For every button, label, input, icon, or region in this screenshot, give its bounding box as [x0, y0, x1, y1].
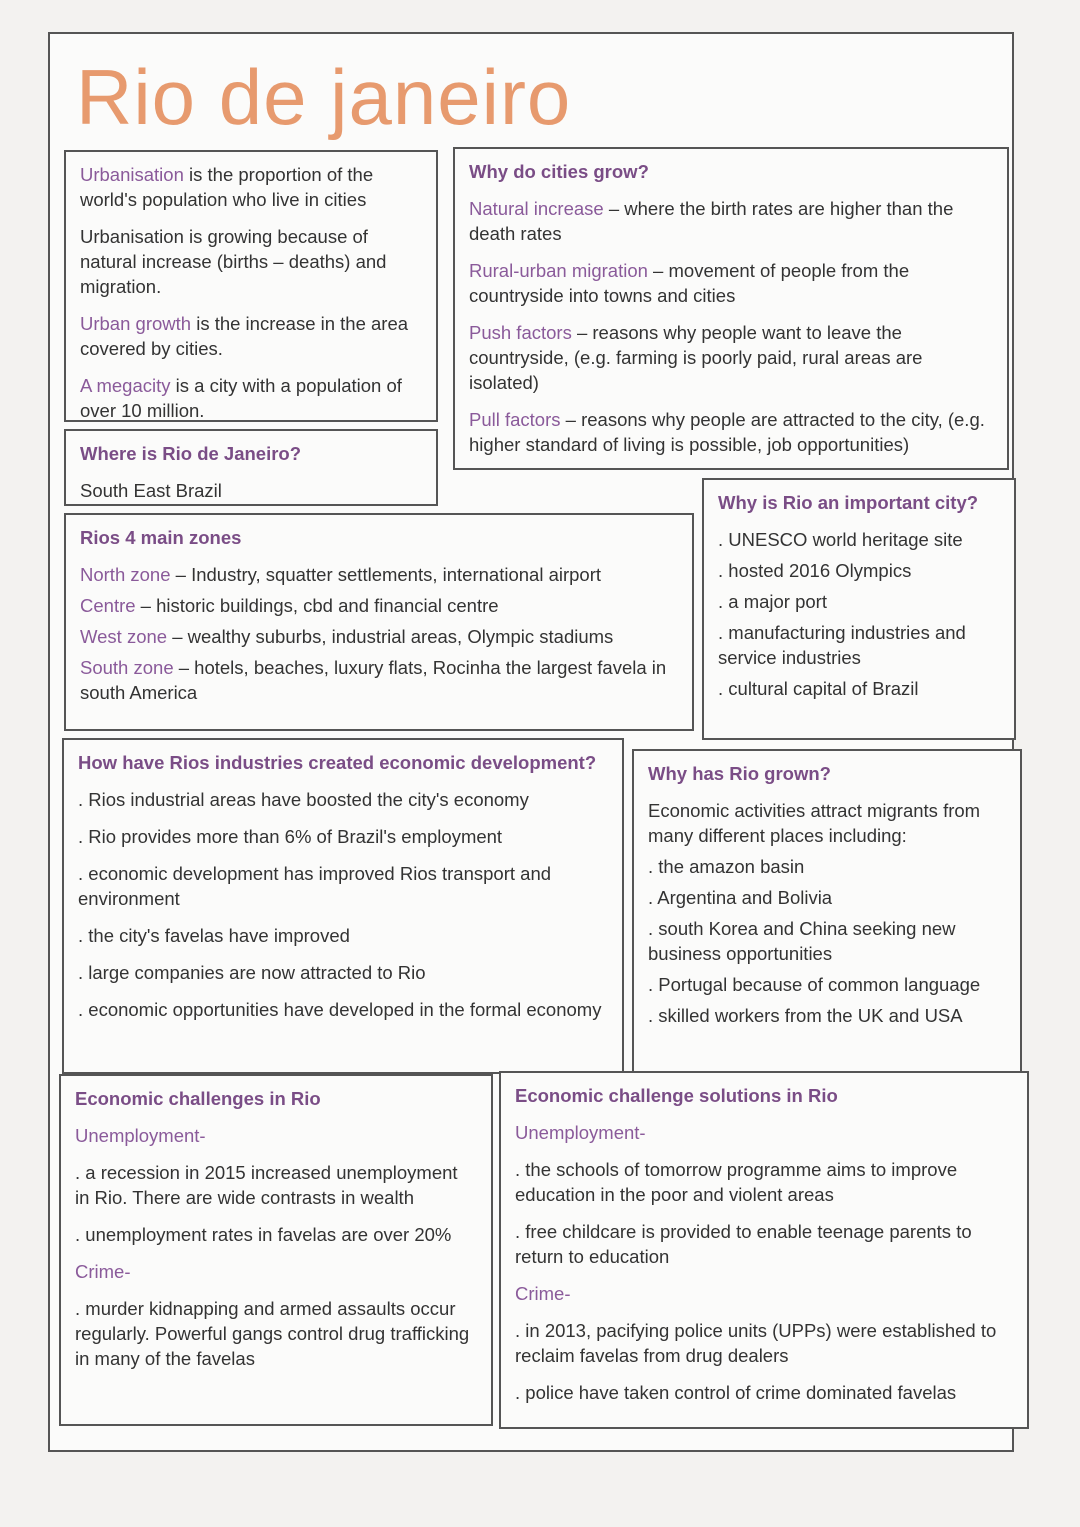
challenges-subheading-crime: Crime- [75, 1261, 131, 1282]
zones-heading: Rios 4 main zones [80, 527, 242, 548]
grown-item: . Portugal because of common language [648, 974, 981, 995]
why-grow-item [469, 258, 993, 308]
industries-item: . large companies are now attracted to Rio [78, 962, 426, 983]
grown-item: . the amazon basin [648, 856, 805, 877]
why-grow-item [469, 320, 993, 395]
zone-text: – Industry, squatter settlements, international airport [170, 564, 602, 585]
definition-text: is a city with a population of over 10 million. [80, 375, 402, 421]
grown-item: . south Korea and China seeking new business opportunities [648, 918, 956, 964]
definition-term: A megacity [80, 375, 171, 396]
zone-text: – hotels, beaches, luxury flats, Rocinha the largest favela in south America [80, 657, 667, 703]
important-item: . cultural capital of Brazil [718, 678, 919, 699]
why-grow-term: Pull factors [469, 409, 561, 430]
grown-heading: Why has Rio grown? [648, 763, 831, 784]
challenges-item: . a recession in 2015 increased unemployment in Rio. There are wide contrasts in wealth [75, 1162, 458, 1208]
why-grow-text: – reasons why people want to leave the countryside, (e.g. farming is poorly paid, rural areas are isolated) [469, 322, 923, 393]
zone-text: – wealthy suburbs, industrial areas, Olympic stadiums [167, 626, 614, 647]
page-title: Rio de janeiro [76, 53, 572, 141]
definition-term: Urban growth [80, 313, 192, 334]
zone-term: South zone [80, 657, 174, 678]
why-grow-item [469, 196, 993, 246]
why-grow-text: – movement of people from the countryside into towns and cities [469, 260, 910, 306]
zone-item [80, 593, 678, 618]
challenges-item: . murder kidnapping and armed assaults occur regularly. Powerful gangs control drug trafficking in many of the favelas [75, 1298, 470, 1369]
challenges-subheading-unemployment: Unemployment- [75, 1125, 206, 1146]
why-grow-box [453, 147, 1009, 470]
industries-item: . economic opportunities have developed in the formal economy [78, 999, 602, 1020]
solutions-subheading-unemployment: Unemployment- [515, 1122, 646, 1143]
where-answer: South East Brazil [80, 480, 222, 501]
zone-term: North zone [80, 564, 171, 585]
grown-box [632, 749, 1022, 1074]
where-box [64, 429, 438, 506]
zone-item [80, 562, 678, 587]
zone-term: Centre [80, 595, 136, 616]
definition-megacity [80, 373, 422, 423]
why-grow-item [469, 407, 993, 457]
industries-item: . Rios industrial areas have boosted the city's economy [78, 789, 529, 810]
industries-item: . the city's favelas have improved [78, 925, 350, 946]
definition-urban-growth [80, 311, 422, 361]
zones-box [64, 513, 694, 731]
zone-item [80, 624, 678, 649]
important-item: . UNESCO world heritage site [718, 529, 963, 550]
why-grow-term: Push factors [469, 322, 572, 343]
solutions-item: . police have taken control of crime dominated favelas [515, 1382, 957, 1403]
zone-text: – historic buildings, cbd and financial centre [135, 595, 499, 616]
challenges-heading: Economic challenges in Rio [75, 1088, 321, 1109]
industries-item: . economic development has improved Rios transport and environment [78, 863, 552, 909]
industries-item: . Rio provides more than 6% of Brazil's employment [78, 826, 503, 847]
grown-intro: Economic activities attract migrants from many different places including: [648, 800, 981, 846]
definition-urbanisation-growth [80, 224, 422, 299]
why-grow-text: – where the birth rates are higher than the death rates [469, 198, 954, 244]
definition-term: Urbanisation [80, 164, 184, 185]
grown-item: . skilled workers from the UK and USA [648, 1005, 963, 1026]
zone-term: West zone [80, 626, 168, 647]
important-box [702, 478, 1016, 740]
solutions-box [499, 1071, 1029, 1429]
solutions-heading: Economic challenge solutions in Rio [515, 1085, 838, 1106]
why-grow-term: Natural increase [469, 198, 604, 219]
definition-text: is the increase in the area covered by cities. [80, 313, 409, 359]
definition-text: is the proportion of the world's population who live in cities [80, 164, 374, 210]
industries-box [62, 738, 624, 1074]
solutions-item: . free childcare is provided to enable teenage parents to return to education [515, 1221, 972, 1267]
industries-heading: How have Rios industries created economic development? [78, 752, 597, 773]
important-heading: Why is Rio an important city? [718, 492, 979, 513]
solutions-item: . in 2013, pacifying police units (UPPs) were established to reclaim favelas from drug dealers [515, 1320, 997, 1366]
why-grow-term: Rural-urban migration [469, 260, 648, 281]
where-heading: Where is Rio de Janeiro? [80, 443, 302, 464]
important-item: . hosted 2016 Olympics [718, 560, 912, 581]
definitions-box [64, 150, 438, 422]
important-item: . manufacturing industries and service industries [718, 622, 966, 668]
why-grow-text: – reasons why people are attracted to the city, (e.g. higher standard of living is possible, job opportunities) [469, 409, 985, 455]
solutions-subheading-crime: Crime- [515, 1283, 571, 1304]
definition-urbanisation [80, 162, 422, 212]
definition-text: Urbanisation is growing because of natural increase (births – deaths) and migration. [80, 226, 387, 297]
challenges-box [59, 1074, 493, 1426]
important-item: . a major port [718, 591, 827, 612]
zone-item [80, 655, 678, 705]
solutions-item: . the schools of tomorrow programme aims to improve education in the poor and violent areas [515, 1159, 958, 1205]
why-grow-heading: Why do cities grow? [469, 161, 649, 182]
challenges-item: . unemployment rates in favelas are over 20% [75, 1224, 452, 1245]
grown-item: . Argentina and Bolivia [648, 887, 833, 908]
